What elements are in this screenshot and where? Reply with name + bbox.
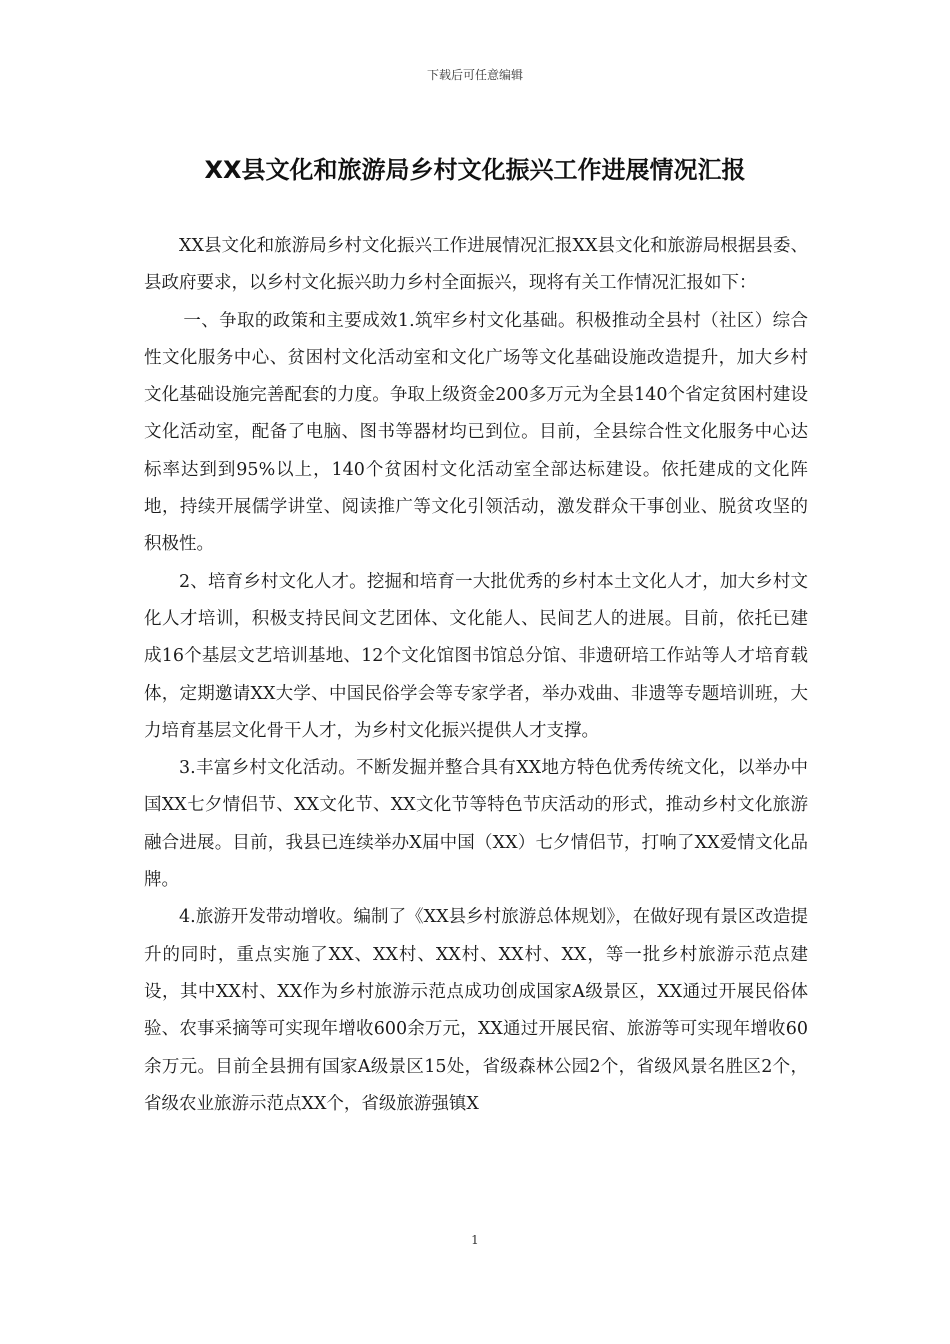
header-note: 下载后可任意编辑	[426, 68, 523, 82]
paragraph-section-4: 4.旅游开发带动增收。编制了《XX县乡村旅游总体规划》，在做好现有景区改造提升的同时，重点实施了XX、XX村、XX村、XX村、XX，等一批乡村旅游示范点建设，其中XX村、XX作为乡村旅游示范点成功创成国家A级景区，XX通过开展民俗体验、农事采摘等可实现年增收600余万元，XX通过开展民宿、旅游等可实现年增收60余万元。目前全县拥有国家A级景区15处，省级森林公园2个，省级风景名胜区2个，省级农业旅游示范点XX个，省级旅游强镇X	[144, 907, 808, 1114]
page-number: 1	[471, 1233, 479, 1247]
paragraph-section-1: 一、争取的政策和主要成效1.筑牢乡村文化基础。积极推动全县村（社区）综合性文化服务中心、贫困村文化活动室和文化广场等文化基础设施改造提升，加大乡村文化基础设施完善配套的力度。争取上级资金200多万元为全县140个省定贫困村建设文化活动室，配备了电脑、图书等器材均已到位。目前，全县综合性文化服务中心达标率达到到95%以上，140个贫困村文化活动室全部达标建设。依托建成的文化阵地，持续开展儒学讲堂、阅读推广等文化引领活动，激发群众干事创业、脱贫攻坚的积极性。	[144, 310, 808, 555]
document-body	[144, 228, 808, 1123]
document-title: XX县文化和旅游局乡村文化振兴工作进展情况汇报	[204, 156, 746, 184]
paragraph-section-2: 2、培育乡村文化人才。挖掘和培育一大批优秀的乡村本土文化人才，加大乡村文化人才培训，积极支持民间文艺团体、文化能人、民间艺人的进展。目前，依托已建成16个基层文艺培训基地、12个文化馆图书馆总分馆、非遗研培工作站等人才培育载体，定期邀请XX大学、中国民俗学会等专家学者，举办戏曲、非遗等专题培训班，大力培育基层文化骨干人才，为乡村文化振兴提供人才支撑。	[144, 571, 808, 741]
paragraph-intro: XX县文化和旅游局乡村文化振兴工作进展情况汇报XX县文化和旅游局根据县委、县政府要求，以乡村文化振兴助力乡村全面振兴，现将有关工作情况汇报如下：	[144, 236, 808, 294]
paragraph-section-3: 3.丰富乡村文化活动。不断发掘并整合具有XX地方特色优秀传统文化，以举办中国XX七夕情侣节、XX文化节、XX文化节等特色节庆活动的形式，推动乡村文化旅游融合进展。目前，我县已连续举办X届中国（XX）七夕情侣节，打响了XX爱情文化品牌。	[144, 758, 808, 891]
